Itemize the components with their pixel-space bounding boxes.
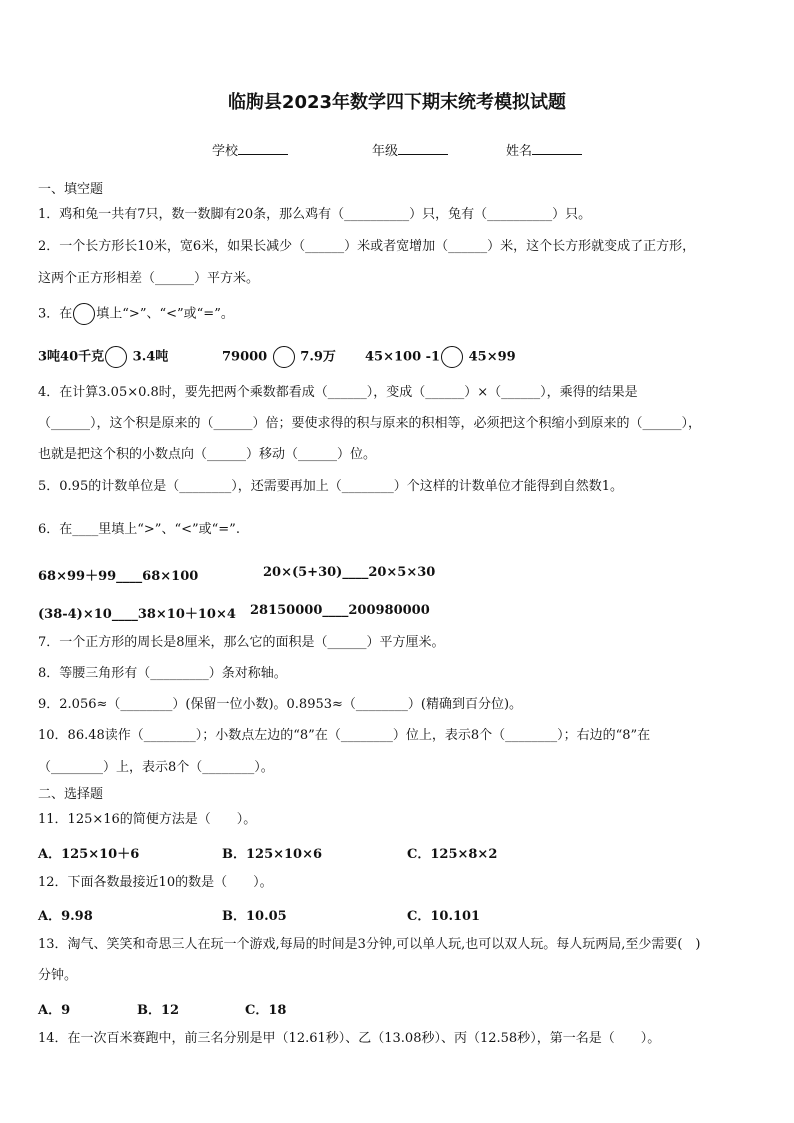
grade-blank[interactable] [398,141,448,155]
compare-circle-icon[interactable] [441,346,463,368]
compare-circle-icon[interactable] [273,346,295,368]
school-blank[interactable] [238,141,288,155]
question-12-option-a[interactable]: A．9.98 [38,909,93,924]
school-label: 学校 [212,144,239,159]
grade-label: 年级 [372,144,399,159]
question-9: 9．2.056≈（________）(保留一位小数)。0.8953≈（________）(精确到百分位)。 [38,697,523,712]
page-title: 临朐县2023年数学四下期末统考模拟试题 [227,92,567,113]
question-12-stem: 12．下面各数最接近10的数是（ ）。 [38,875,273,890]
compare-item-3 [365,346,516,369]
compare-circle-icon [73,303,95,325]
question-8: 8．等腰三角形有（_________）条对称轴。 [38,666,287,681]
compare-right: 7.9万 [300,349,336,365]
question-13-line-1: 13．淘气、笑笑和奇思三人在玩一个游戏,每局的时间是3分钟,可以单人玩,也可以双人玩。每人玩两局,至少需要( ) [38,937,701,952]
name-field [506,140,582,159]
school-field [212,140,288,159]
question-11-option-a[interactable]: A．125×10＋6 [38,847,140,862]
question-13-option-a[interactable]: A．9 [38,1003,71,1018]
compare-right: 45×99 [468,349,516,365]
compare-circle-icon[interactable] [105,346,127,368]
section-fill-heading: 一、填空题 [38,182,104,197]
question-7: 7．一个正方形的周长是8厘米，那么它的面积是（______）平方厘米。 [38,635,445,650]
question-5: 5．0.95的计数单位是（________），还需要再加上（________）个这样的计数单位才能得到自然数1。 [38,479,623,494]
question-6-row-1a: 68×99＋99____68×100 [38,569,199,584]
question-6-stem: 6．在____里填上“>”、“<”或“=”. [38,522,240,537]
question-13-line-2: 分钟。 [38,968,78,983]
question-13-option-c[interactable]: C．18 [245,1003,287,1018]
compare-right: 3.4吨 [132,349,169,365]
compare-item-1 [38,346,168,369]
question-11-option-c[interactable]: C．125×8×2 [407,847,498,862]
compare-left: 45×100 -1 [365,349,441,365]
question-1: 1．鸡和兔一共有7只，数一数脚有20条，那么鸡有（__________）只，兔有（__________）只。 [38,207,592,222]
question-2-line-2: 这两个正方形相差（______）平方米。 [38,271,260,286]
question-6-row-2b: 28150000____200980000 [250,603,430,618]
question-6-row-2a: (38-4)×10____38×10＋10×4 [38,607,236,622]
question-4-line-1: 4．在计算3.05×0.8时，要先把两个乘数都看成（______），变成（______）×（______），乘得的结果是 [38,385,638,400]
question-3-post: 填上“>”、“<”或“=”。 [96,306,234,322]
question-11-stem: 11．125×16的简便方法是（ ）。 [38,812,257,827]
question-11-option-b[interactable]: B．125×10×6 [222,847,323,862]
name-blank[interactable] [532,141,582,155]
question-3-stem [38,303,234,326]
compare-item-2 [222,346,336,369]
question-12-option-b[interactable]: B．10.05 [222,909,287,924]
section-choice-heading: 二、选择题 [38,787,104,802]
question-14: 14．在一次百米赛跑中，前三名分别是甲（12.61秒）、乙（13.08秒）、丙（12.58秒），第一名是（ ）。 [38,1031,661,1046]
compare-left: 79000 [222,349,268,365]
question-4-line-2: （______），这个积是原来的（______）倍；要使求得的积与原来的积相等，必须把这个积缩小到原来的（______）， [38,416,702,431]
name-label: 姓名 [506,144,533,159]
question-4-line-3: 也就是把这个积的小数点向（______）移动（______）位。 [38,447,377,462]
question-12-option-c[interactable]: C．10.101 [407,909,481,924]
question-10-line-2: （________）上，表示8个（________）。 [38,760,274,775]
question-6-row-1b: 20×(5+30)____20×5×30 [263,565,436,580]
grade-field [372,140,448,159]
compare-left: 3吨40千克 [38,349,105,365]
question-13-option-b[interactable]: B．12 [137,1003,180,1018]
question-10-line-1: 10．86.48读作（________）；小数点左边的“8”在（________）位上，表示8个（________）；右边的“8”在 [38,728,651,743]
question-3-pre: 3．在 [38,306,73,322]
question-2-line-1: 2．一个长方形长10米，宽6米，如果长减少（______）米或者宽增加（______）米，这个长方形就变成了正方形， [38,239,696,254]
